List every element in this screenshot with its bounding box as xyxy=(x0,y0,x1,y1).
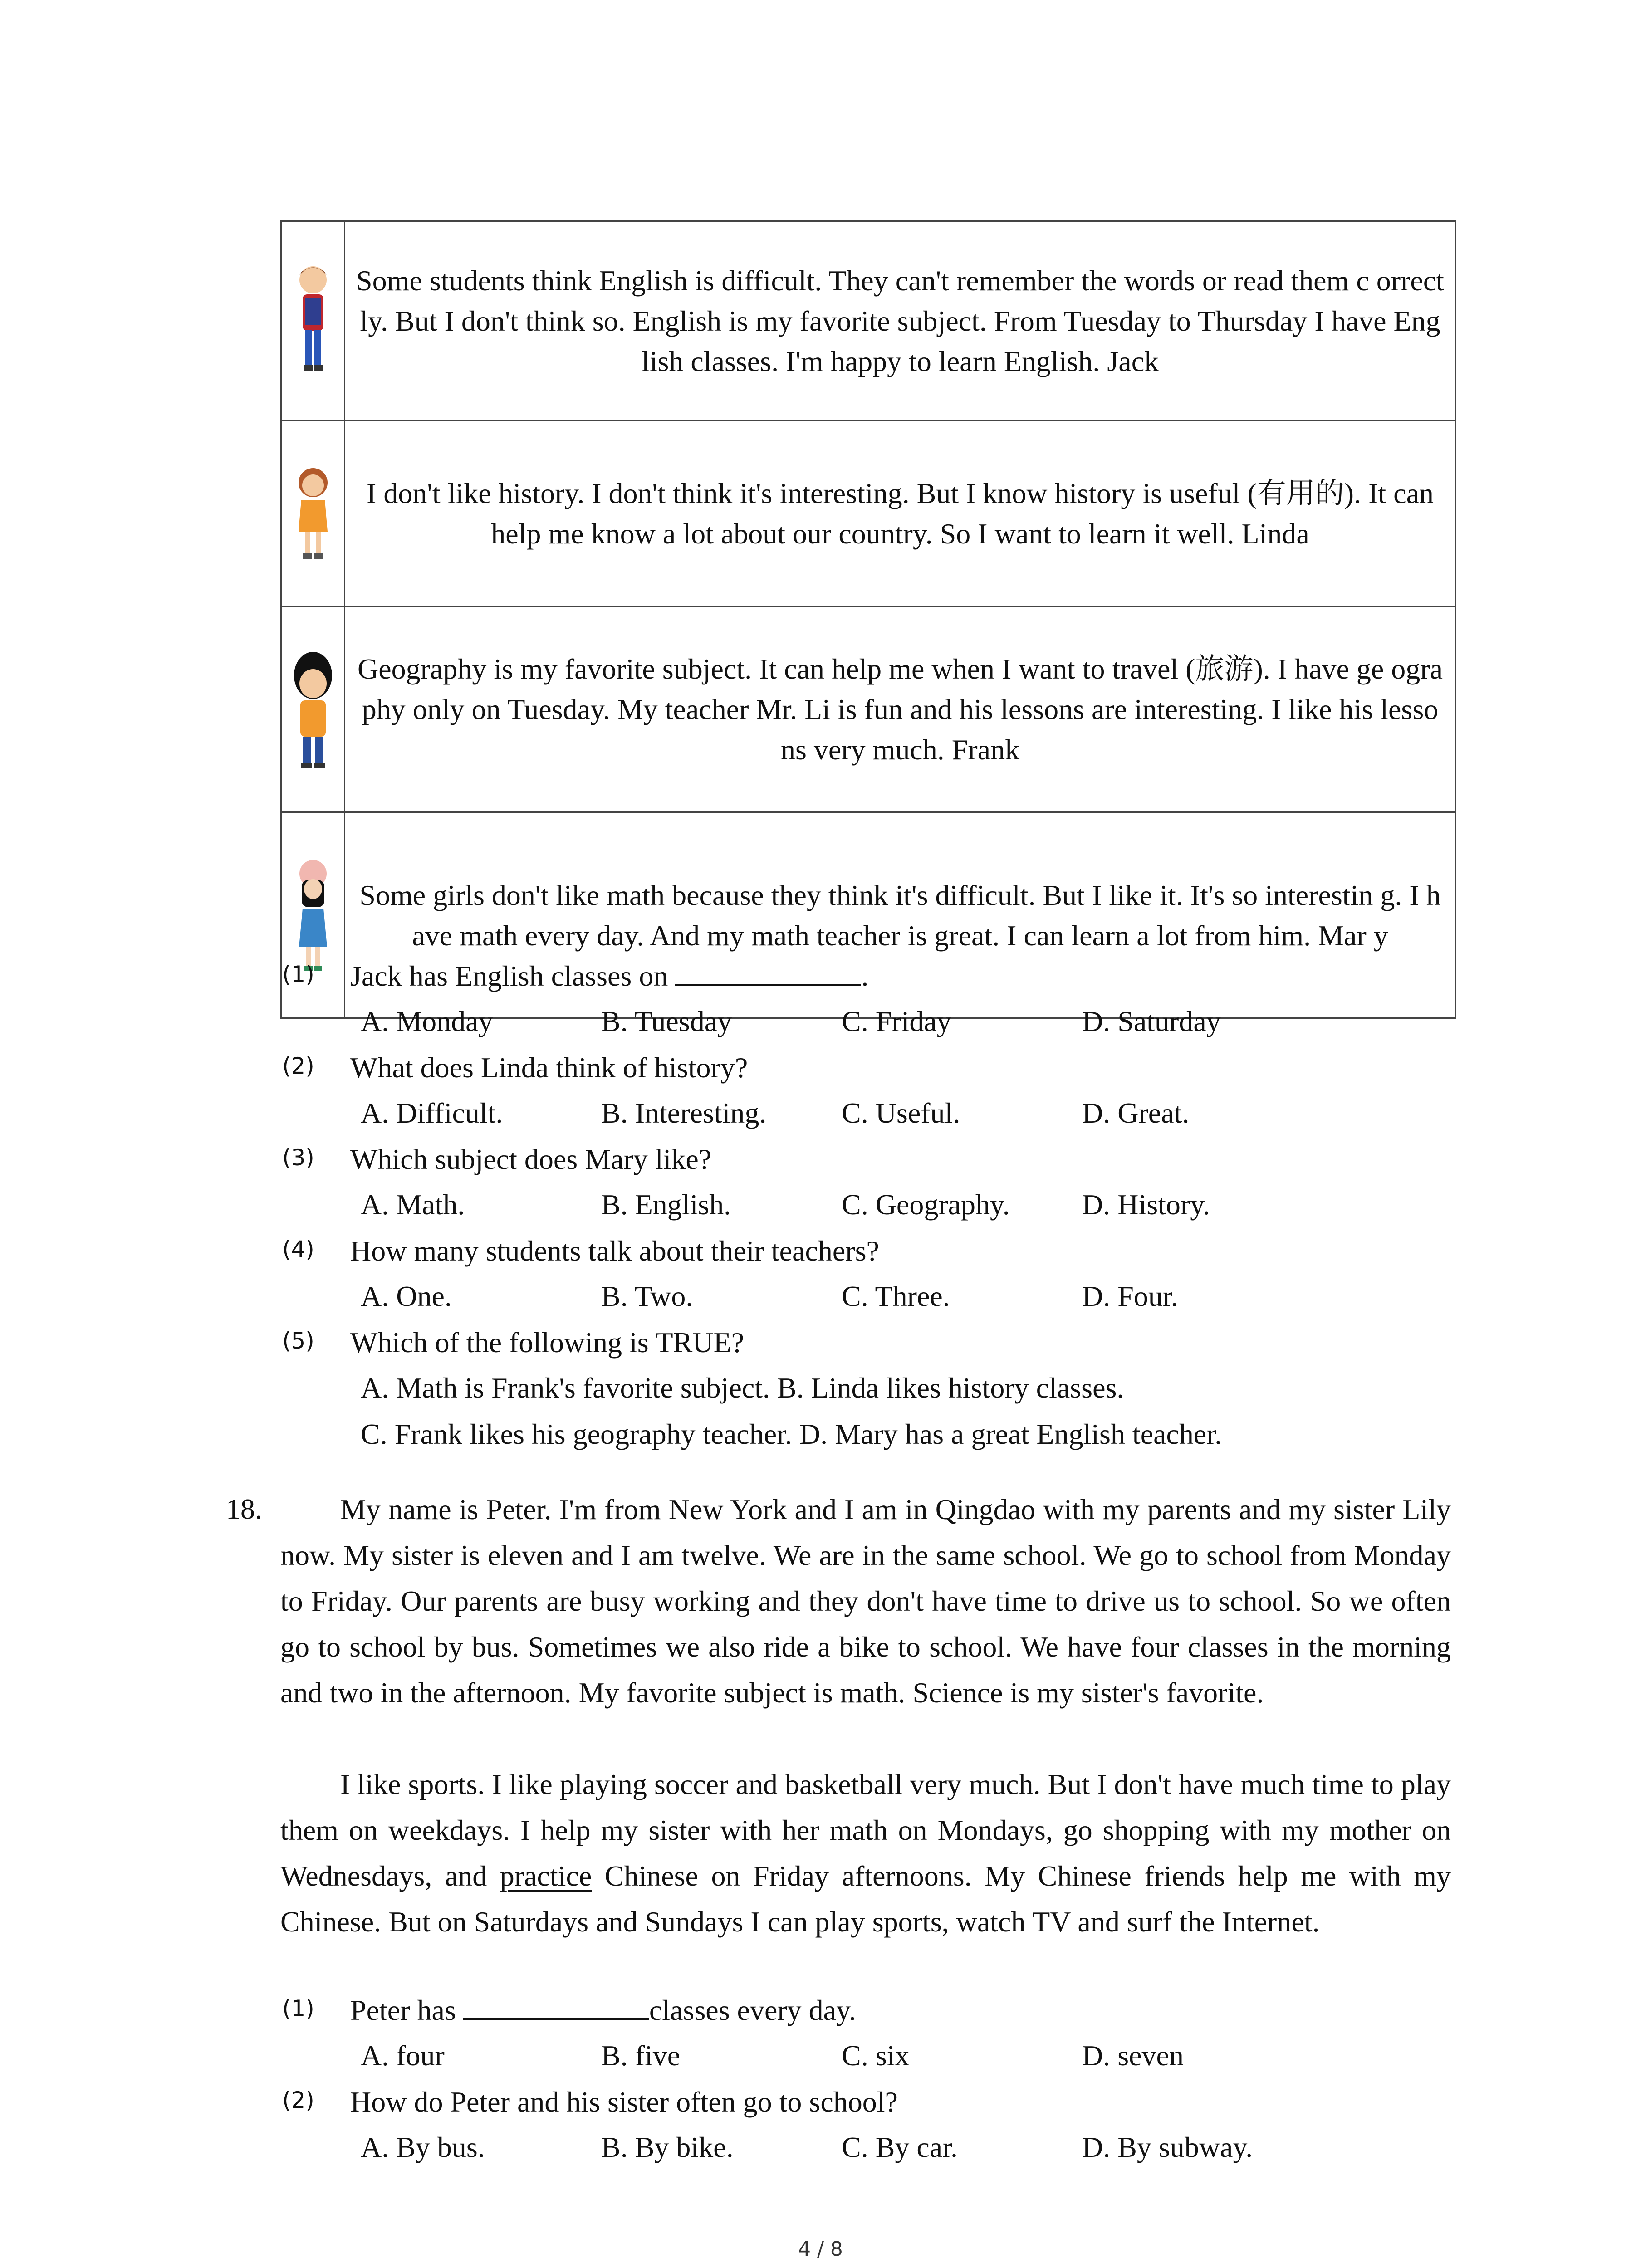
paragraph-text: My name is Peter. I'm from New York and I am in Qingdao with my parents and my sister Lily now. My sister is eleven and I am twelve. We are in the same school. We go to school from Monday to Friday. Our parents are busy working and they don't have time to drive us to school. So we often go to school by bus. Sometimes we also ride a bike to school. We have four classes in the morning and two in the afternoon. My favorite subject is math. Science is my sister's favorite. xyxy=(280,1493,1451,1709)
question-number: (1) xyxy=(282,1995,314,2022)
option-a[interactable]: A. Math. xyxy=(361,1188,465,1221)
table-row xyxy=(281,420,1456,606)
option-a[interactable]: A. Monday xyxy=(361,1005,493,1037)
question-number: (2) xyxy=(282,2087,314,2113)
option-b[interactable]: B. English. xyxy=(601,1188,731,1221)
option-row-ab[interactable]: A. Math is Frank's favorite subject. B. Linda likes history classes. xyxy=(361,1372,1124,1404)
table-row xyxy=(281,221,1456,420)
boy-black-hair-icon xyxy=(291,648,335,771)
page-number: 4 / 8 xyxy=(798,2238,843,2261)
table-row xyxy=(281,606,1456,812)
avatar-cell xyxy=(281,221,345,420)
avatar-cell xyxy=(281,606,345,812)
answer-blank[interactable] xyxy=(675,958,861,986)
option-c[interactable]: C. By car. xyxy=(842,2131,958,2163)
passage-18-paragraph-1 xyxy=(280,1486,1451,1716)
stem-text: Jack has English classes on xyxy=(350,960,676,992)
option-d[interactable]: D. Great. xyxy=(1082,1097,1190,1129)
paragraph-text: Chinese on Friday afternoons. My Chinese friends help me with my Chinese. But on Saturdays and Sundays I can play sports, watch TV and surf the Internet. xyxy=(280,1860,1451,1938)
question-number: (2) xyxy=(282,1053,314,1079)
option-b[interactable]: B. By bike. xyxy=(601,2131,734,2163)
boy-with-guitar-icon xyxy=(293,262,333,380)
passage-jack: Some students think English is difficult. They can't remember the words or read them c orrectly. But I don't think so. English is my favorite subject. From Tuesday to Thursday I have English classes. I'm happy to learn English. Jack xyxy=(345,221,1456,420)
question-number: (4) xyxy=(282,1236,314,1262)
passage-18-paragraph-2 xyxy=(280,1761,1451,1945)
passage-linda: I don't like history. I don't think it's interesting. But I know history is useful (有用的). It can help me know a lot about our country. So I want to learn it well. Linda xyxy=(345,420,1456,606)
question-stem: How do Peter and his sister often go to school? xyxy=(350,2086,898,2118)
underlined-word: practice xyxy=(500,1860,592,1892)
option-d[interactable]: D. By subway. xyxy=(1082,2131,1253,2163)
option-c[interactable]: C. Friday xyxy=(842,1005,951,1037)
option-c[interactable]: C. six xyxy=(842,2039,910,2072)
option-a[interactable]: A. By bus. xyxy=(361,2131,485,2163)
option-c[interactable]: C. Useful. xyxy=(842,1097,960,1129)
option-a[interactable]: A. One. xyxy=(361,1280,452,1312)
paragraph-text: I like sports. I like playing soccer and basketball very much. But I don't have much time to play them on weekdays. I help my sister with her math on Mondays, go shopping with my mother on Wednesdays, and xyxy=(280,1768,1451,1892)
question-number-18: 18. xyxy=(226,1493,262,1525)
stem-text: . xyxy=(861,960,869,992)
option-b[interactable]: B. Two. xyxy=(601,1280,693,1312)
stem-text: Peter has xyxy=(350,1994,463,2026)
passage-mary: Some girls don't like math because they think it's difficult. But I like it. It's so interestin g. I have math every day. And my math teacher is great. I can learn a lot from him. Mar y xyxy=(345,812,1456,1018)
question-stem: Which of the following is TRUE? xyxy=(350,1326,744,1359)
passage-frank: Geography is my favorite subject. It can help me when I want to travel (旅游). I have ge ography only on Tuesday. My teacher Mr. Li is fun and his lessons are interesting. I like his lessons very much. Frank xyxy=(345,606,1456,812)
option-b[interactable]: B. Tuesday xyxy=(601,1005,732,1037)
option-c[interactable]: C. Geography. xyxy=(842,1188,1010,1221)
reading-table xyxy=(280,220,1456,1019)
question-stem: What does Linda think of history? xyxy=(350,1051,748,1084)
option-d[interactable]: D. Four. xyxy=(1082,1280,1178,1312)
option-d[interactable]: D. seven xyxy=(1082,2039,1184,2072)
option-a[interactable]: A. four xyxy=(361,2039,445,2072)
question-stem xyxy=(350,958,868,994)
question-number: (1) xyxy=(282,961,314,987)
question-number: (5) xyxy=(282,1328,314,1354)
answer-blank[interactable] xyxy=(463,1993,649,2020)
option-c[interactable]: C. Three. xyxy=(842,1280,950,1312)
question-number: (3) xyxy=(282,1144,314,1171)
question-stem xyxy=(350,1992,856,2028)
option-row-cd[interactable]: C. Frank likes his geography teacher. D. Mary has a great English teacher. xyxy=(361,1418,1222,1450)
option-b[interactable]: B. Interesting. xyxy=(601,1097,767,1129)
option-d[interactable]: D. History. xyxy=(1082,1188,1210,1221)
stem-text: classes every day. xyxy=(649,1994,856,2026)
option-b[interactable]: B. five xyxy=(601,2039,681,2072)
question-stem: Which subject does Mary like? xyxy=(350,1143,712,1175)
avatar-cell xyxy=(281,420,345,606)
option-a[interactable]: A. Difficult. xyxy=(361,1097,503,1129)
option-d[interactable]: D. Saturday xyxy=(1082,1005,1221,1037)
question-stem: How many students talk about their teachers? xyxy=(350,1235,879,1267)
girl-orange-dress-icon xyxy=(295,464,331,563)
